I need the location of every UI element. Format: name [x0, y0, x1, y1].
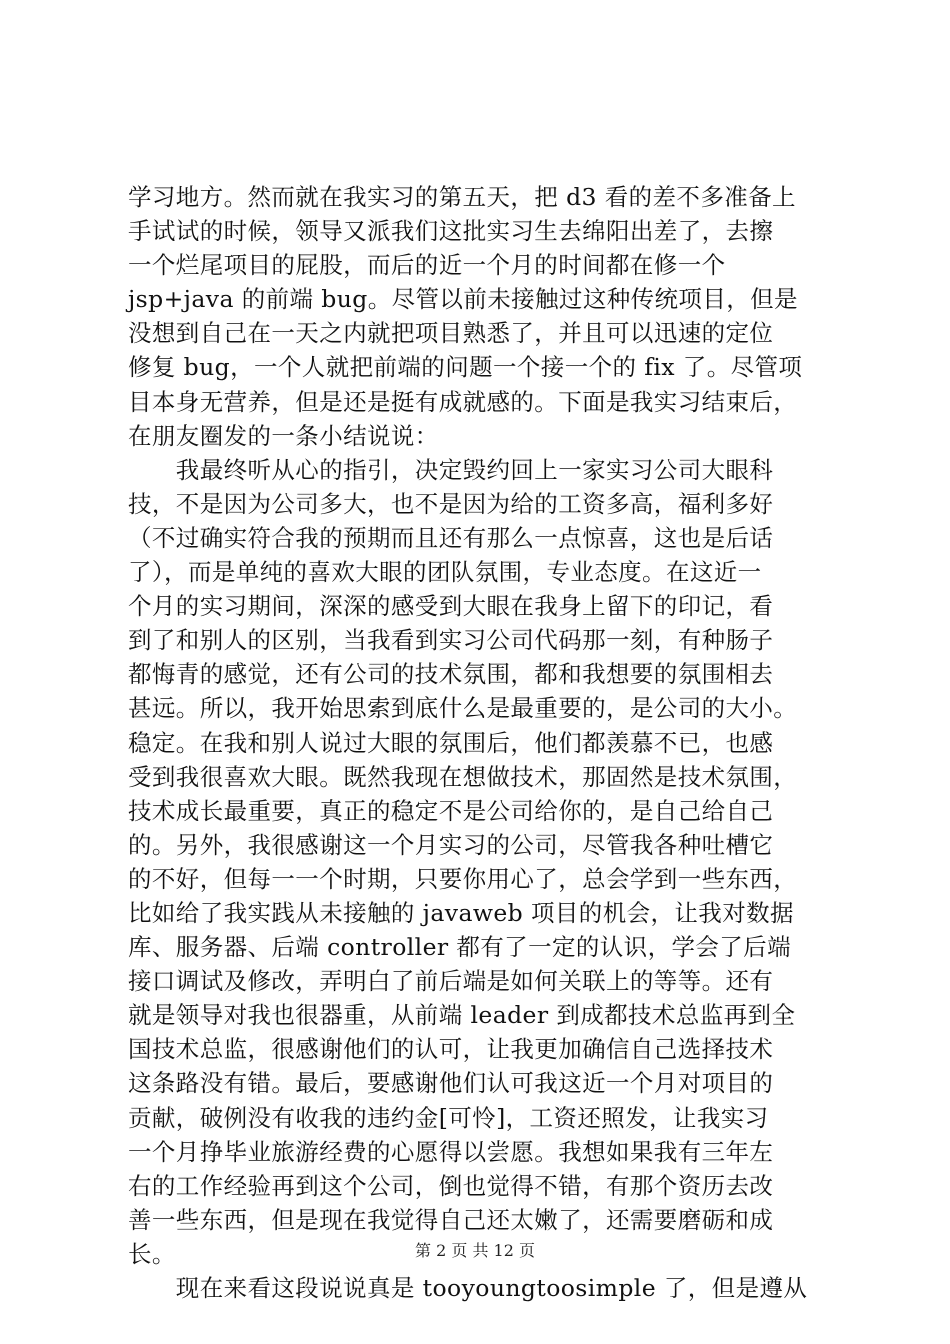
text-line: 长。 — [128, 1239, 176, 1268]
text-line: 一个烂尾项目的屁股，而后的近一个月的时间都在修一个 — [128, 251, 726, 280]
text-line: 国技术总监，很感谢他们的认可，让我更加确信自己选择技术 — [128, 1035, 774, 1064]
text-line: 在朋友圈发的一条小结说说： — [128, 421, 439, 450]
text-line: 的不好，但每一一个时期，只要你用心了，总会学到一些东西， — [128, 864, 798, 893]
text-line: 的。另外，我很感谢这一个月实习的公司，尽管我各种吐槽它 — [128, 830, 774, 859]
text-line: 受到我很喜欢大眼。既然我现在想做技术，那固然是技术氛围， — [128, 762, 798, 791]
text-line: 没想到自己在一天之内就把项目熟悉了，并且可以迅速的定位 — [128, 319, 774, 348]
text-line: 学习地方。然而就在我实习的第五天，把 d3 看的差不多准备上 — [128, 183, 796, 211]
text-line: 我最终听从心的指引，决定毁约回上一家实习公司大眼科 — [128, 455, 774, 484]
text-line: 稳定。在我和别人说过大眼的氛围后，他们都羡慕不已，也感 — [128, 728, 774, 757]
text-line: 甚远。所以，我开始思索到底什么是最重要的，是公司的大小。 — [128, 694, 798, 723]
text-line: 一个月挣毕业旅游经费的心愿得以尝愿。我想如果我有三年左 — [128, 1137, 774, 1166]
text-line: 比如给了我实践从未接触的 javaweb 项目的机会，让我对数据 — [128, 898, 794, 927]
text-line: jsp+java 的前端 bug。尽管以前未接触过这种传统项目，但是 — [128, 285, 798, 314]
page-number-footer: 第 2 页 共 12 页 — [415, 1241, 535, 1260]
text-line: 就是领导对我也很器重，从前端 leader 到成都技术总监再到全 — [128, 1001, 796, 1030]
text-line: 个月的实习期间，深深的感受到大眼在我身上留下的印记，看 — [128, 592, 774, 621]
text-line: 目本身无营养，但是还是挺有成就感的。下面是我实习结束后， — [128, 387, 798, 416]
text-line: 到了和别人的区别，当我看到实习公司代码那一刻，有种肠子 — [128, 626, 774, 655]
text-line: （不过确实符合我的预期而且还有那么一点惊喜，这也是后话 — [128, 523, 774, 552]
text-line: 手试试的时候，领导又派我们这批实习生去绵阳出差了，去擦 — [128, 217, 774, 246]
text-line: 都悔青的感觉，还有公司的技术氛围，都和我想要的氛围相去 — [128, 660, 774, 689]
text-line: 这条路没有错。最后，要感谢他们认可我这近一个月对项目的 — [128, 1069, 774, 1098]
text-line: 现在来看这段说说真是 tooyoungtoosimple 了，但是遵从 — [128, 1274, 808, 1302]
text-line: 贡献，破例没有收我的违约金[可怜]，工资还照发，让我实习 — [128, 1103, 769, 1132]
text-line: 技术成长最重要，真正的稳定不是公司给你的，是自己给自己 — [128, 796, 774, 825]
text-line: 技，不是因为公司多大，也不是因为给的工资多高，福利多好 — [128, 489, 774, 518]
text-line: 善一些东西，但是现在我觉得自己还太嫩了，还需要磨砺和成 — [128, 1205, 774, 1234]
body-text — [128, 180, 858, 1305]
text-line: 库、服务器、后端 controller 都有了一定的认识，学会了后端 — [128, 933, 791, 962]
text-line: 了），而是单纯的喜欢大眼的团队氛围，专业态度。在这近一 — [128, 558, 762, 587]
text-line: 接口调试及修改，弄明白了前后端是如何关联上的等等。还有 — [128, 967, 774, 996]
text-line: 右的工作经验再到这个公司，倒也觉得不错，有那个资历去改 — [128, 1171, 774, 1200]
text-line: 修复 bug，一个人就把前端的问题一个接一个的 fix 了。尽管项 — [128, 353, 803, 382]
